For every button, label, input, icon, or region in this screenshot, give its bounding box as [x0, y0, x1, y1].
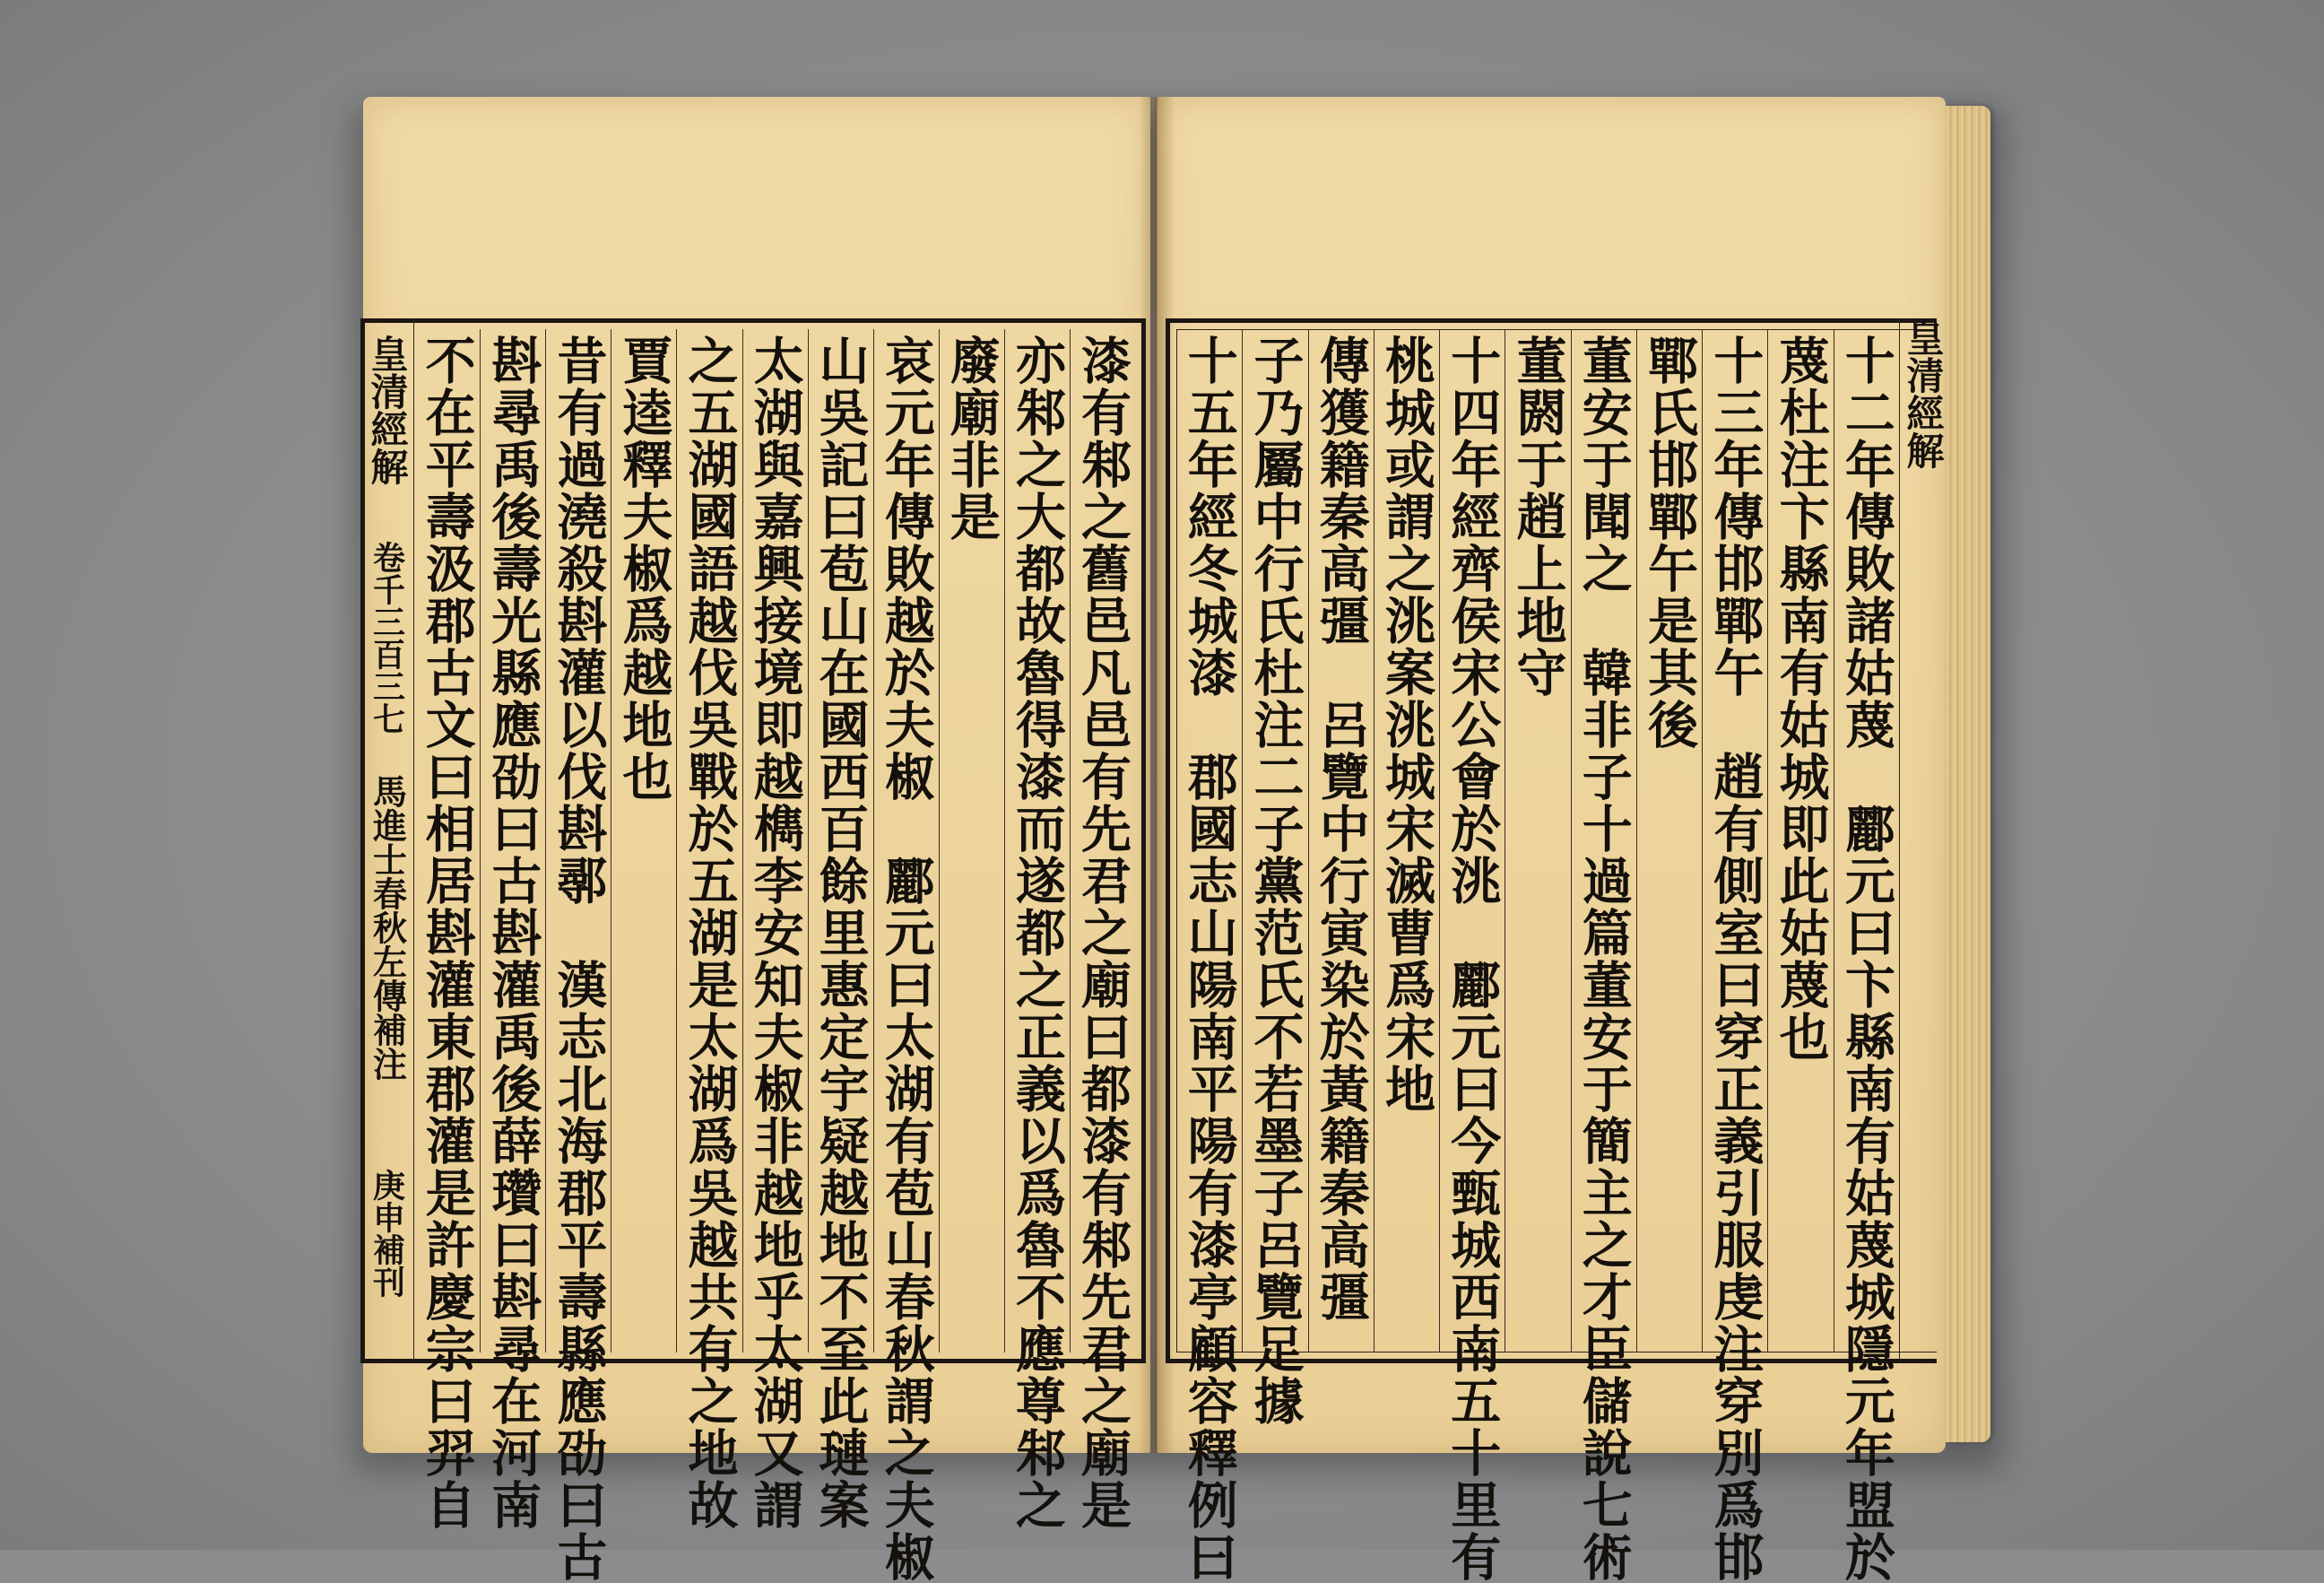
column-text: 漆有邾之舊邑凡邑有先君之廟曰都漆有邾先君之廟是 [1072, 335, 1132, 1531]
text-column [1571, 329, 1636, 1583]
left-page-banxin [360, 318, 414, 1363]
text-column [1374, 329, 1439, 1353]
left-margin-author: 馬進士春秋左傳補注 [367, 773, 408, 1081]
column-text: 昔有過澆殺斟灌以伐斟鄩 漢志北海郡平壽縣應劭曰古 [549, 335, 609, 1583]
column-text: 十五年經冬城漆 郡國志山陽南平陽有漆亭顧容釋例曰 [1179, 335, 1239, 1583]
column-text: 太湖與嘉興接境即越檇李安知夫椒非越地乎太湖又謂 [745, 335, 805, 1531]
column-text: 鄲氏邯鄲午是其後 [1640, 335, 1700, 751]
text-column [742, 329, 808, 1531]
column-text: 傳獲籍秦高彊 呂覽中行寅染於黃籍秦高彊 [1311, 335, 1371, 1323]
column-text: 亦邾之大都故魯得漆而遂都之正義以爲魯不應尊邾之 [1007, 335, 1067, 1531]
text-column [808, 329, 873, 1531]
column-text: 董安于聞之 韓非子十過篇董安于簡主之才臣儲說七術 [1574, 335, 1634, 1583]
text-column [611, 329, 676, 1353]
text-column [545, 329, 611, 1583]
text-column [1767, 329, 1833, 1353]
text-column [1176, 329, 1242, 1583]
column-text: 桃城或謂之洮案洮城宋滅曹爲宋地 [1377, 335, 1436, 1115]
left-margin-title: 皇清經解 [365, 334, 410, 485]
left-margin-volume: 卷千三百三七 [368, 540, 406, 735]
right-page-banxin [1899, 318, 1946, 1363]
column-text: 十四年經齊侯宋公會於洮 酈元曰今甄城西南五十里有 [1443, 335, 1503, 1583]
text-column [1070, 329, 1135, 1531]
column-text: 賈逵釋夫椒爲越地也 [614, 335, 674, 803]
column-text: 不在平壽汲郡古文曰相居斟灌東郡灌是許慶宗曰羿自 [417, 335, 477, 1531]
column-text: 十二年傳敗諸姑蔑 酈元曰卞縣南有姑蔑城隱元年盟於 [1836, 335, 1896, 1583]
column-text: 斟尋禹後壽光縣應劭曰古斟灌禹後薛瓚曰斟尋在河南 [483, 335, 543, 1531]
text-column [1439, 329, 1505, 1583]
left-page-text-columns [414, 329, 1135, 1583]
column-text: 十三年傳邯鄲午 趙有側室曰穿正義引服虔注穿別爲邯 [1705, 335, 1765, 1583]
column-text: 蔑杜注卞縣南有姑城即此姑蔑也 [1771, 335, 1831, 1063]
text-column [1242, 329, 1307, 1427]
text-column [676, 329, 741, 1531]
column-text: 子乃屬中行氏杜注二子黨范氏不若墨子呂覽足據 [1245, 335, 1305, 1427]
column-text: 哀元年傳敗越於夫椒 酈元曰太湖有苞山春秋謂之夫椒 [876, 335, 936, 1583]
text-column [1702, 329, 1767, 1583]
right-margin-title: 皇清經解 [1901, 318, 1946, 469]
column-text: 廢廟非是 [941, 335, 1002, 543]
column-text: 董閼于趙上地守 [1508, 335, 1568, 699]
column-text: 之五湖國語越伐吳戰於五湖是太湖爲吳越共有之地故 [680, 335, 740, 1531]
column-text: 山吳記曰苞山在國西百餘里惠定宇疑越地不至此璉案 [811, 335, 871, 1531]
text-column [1004, 329, 1070, 1531]
text-column [1308, 329, 1374, 1353]
text-column [1834, 329, 1899, 1583]
text-column [873, 329, 939, 1583]
text-column [414, 329, 480, 1531]
text-column [939, 329, 1004, 1353]
text-column [1636, 329, 1702, 1353]
text-column [480, 329, 545, 1531]
right-page-text-columns [1176, 329, 1899, 1583]
page-edges [1946, 106, 1990, 1442]
text-column [1505, 329, 1570, 1353]
left-margin-publisher: 庚申補刊 [368, 1168, 406, 1298]
